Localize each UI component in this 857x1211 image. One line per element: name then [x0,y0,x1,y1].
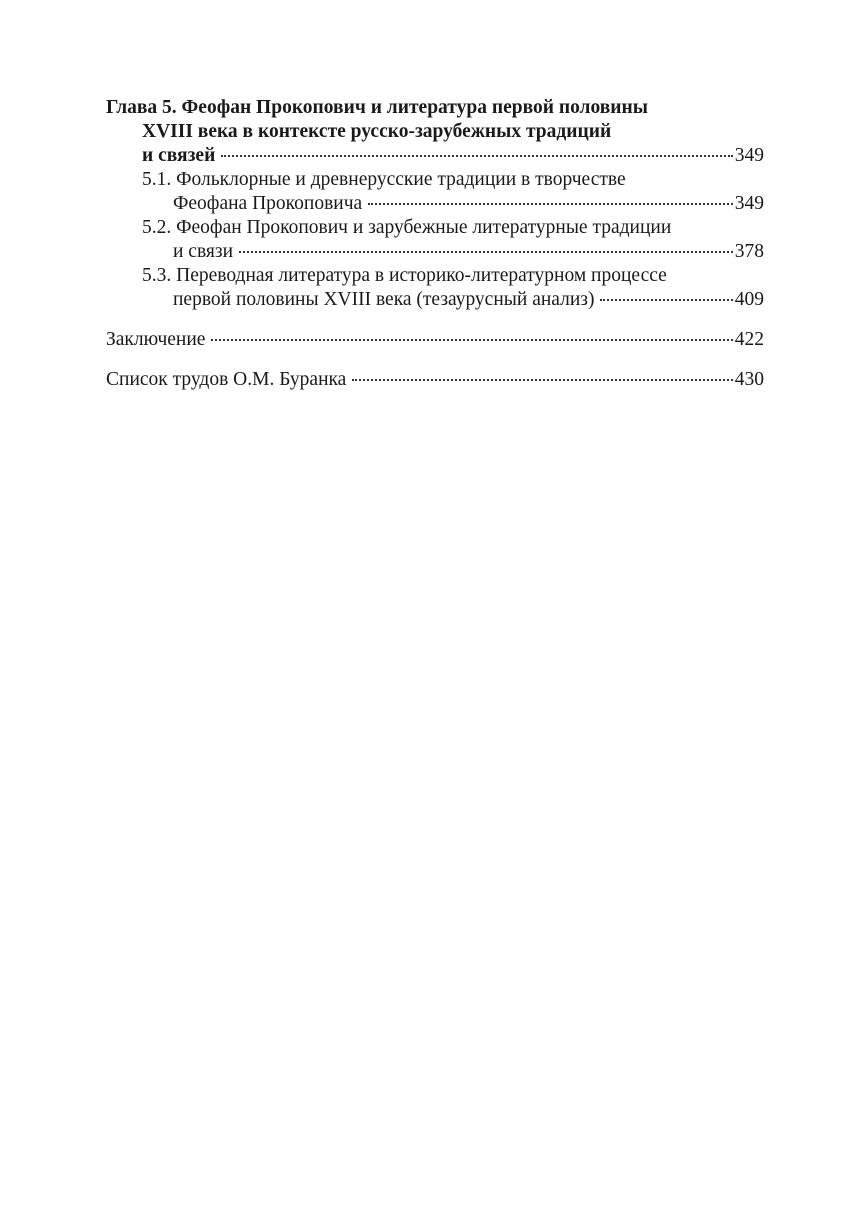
chapter-title-text-2: XVIII века в контексте русско-зарубежных традиций [142,121,612,142]
dot-leader [221,155,732,157]
conclusion-label: Заключение [106,329,206,350]
page-number: 430 [734,369,764,390]
spacer [106,312,764,328]
works-list-label: Список трудов О.М. Буранка [106,369,347,390]
page-number: 349 [734,193,764,214]
section-title-text-2: Феофана Прокоповича [173,193,363,214]
table-of-contents [106,96,764,392]
page-number: 378 [734,241,764,262]
dot-leader [211,339,732,341]
section-title-text-1: 5.3. Переводная литература в историко-литературном процессе [142,265,667,286]
chapter-title-line-1 [106,96,764,120]
toc-section-5-2[interactable] [106,216,764,264]
chapter-title-line-3 [106,144,764,168]
toc-chapter-5[interactable] [106,96,764,168]
toc-section-5-3[interactable] [106,264,764,312]
dot-leader [352,379,732,381]
section-title-line-1 [142,264,764,288]
chapter-title-text-1: Глава 5. Феофан Прокопович и литература первой половины [106,97,648,118]
section-title-text-1: 5.1. Фольклорные и древнерусские традиции в творчестве [142,169,626,190]
section-title-line-2 [142,240,764,264]
page-number: 422 [734,329,764,350]
spacer [106,352,764,368]
section-title-text-2: и связи [173,241,234,262]
section-title-line-1 [142,216,764,240]
toc-works-list[interactable] [106,368,764,392]
section-title-line-2 [142,288,764,312]
section-title-line-1 [142,168,764,192]
dot-leader [368,203,733,205]
toc-section-5-1[interactable] [106,168,764,216]
dot-leader [600,299,732,301]
page-number: 349 [734,145,764,166]
chapter-title-line-2 [106,120,764,144]
section-title-text-1: 5.2. Феофан Прокопович и зарубежные литературные традиции [142,217,672,238]
dot-leader [239,251,733,253]
page-number: 409 [734,289,764,310]
section-title-line-2 [142,192,764,216]
toc-conclusion[interactable] [106,328,764,352]
section-title-text-2: первой половины XVIII века (тезаурусный анализ) [173,289,595,310]
chapter-title-text-3: и связей [142,145,216,166]
